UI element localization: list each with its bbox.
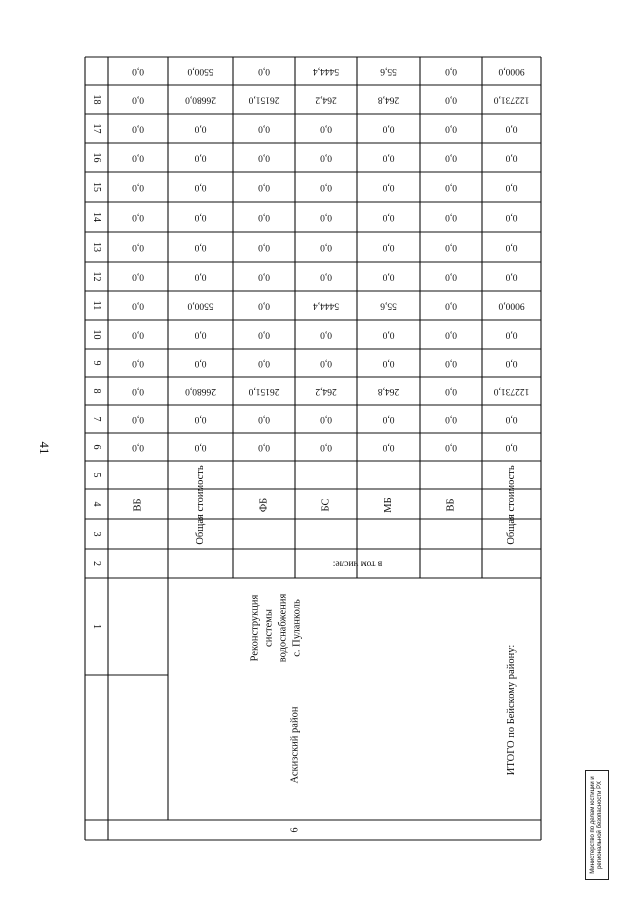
cell-value: 55,6 bbox=[380, 66, 397, 76]
cell-value: 0,0 bbox=[382, 212, 395, 222]
total-value: 0,0 bbox=[505, 414, 518, 424]
cell-value: 264,8 bbox=[377, 94, 400, 105]
cell-value: 0,0 bbox=[445, 212, 457, 222]
project-name-line: Реконструкция bbox=[249, 594, 261, 662]
cell-value: 0,0 bbox=[320, 152, 332, 163]
cell-value: 0,0 bbox=[445, 386, 457, 396]
cell-value: 0,0 bbox=[132, 358, 144, 368]
project-name-line: водоснабжения bbox=[277, 593, 289, 663]
total-value: 9000,0 bbox=[498, 66, 525, 76]
cell-value: 264,2 bbox=[315, 386, 337, 396]
cell-value: 264,2 bbox=[315, 94, 337, 105]
total-value: 0,0 bbox=[505, 358, 518, 368]
cell-value: 0,0 bbox=[320, 123, 332, 134]
total-value: 0,0 bbox=[505, 123, 518, 134]
cell-value: 0,0 bbox=[320, 271, 332, 282]
column-number: 10 bbox=[91, 329, 102, 340]
project-name-line: системы bbox=[263, 609, 275, 647]
row-label: БС bbox=[320, 498, 332, 512]
cell-value: 0,0 bbox=[382, 329, 395, 340]
cell-value: 0,0 bbox=[382, 414, 395, 424]
cell-value: 0,0 bbox=[258, 414, 270, 424]
column-number: 2 bbox=[91, 561, 102, 566]
total-value: 0,0 bbox=[505, 242, 518, 252]
page-number: 41 bbox=[37, 441, 52, 455]
cell-value: 0,0 bbox=[445, 123, 457, 134]
cell-value: 0,0 bbox=[194, 329, 207, 340]
cell-value: 0,0 bbox=[132, 442, 144, 452]
cell-value: 0,0 bbox=[445, 152, 457, 163]
cell-value: 0,0 bbox=[445, 358, 457, 368]
cell-value: 0,0 bbox=[258, 212, 270, 222]
cell-value: 0,0 bbox=[194, 212, 207, 222]
row-label: МБ bbox=[383, 497, 394, 513]
cell-value: 5500,0 bbox=[187, 66, 214, 76]
total-value: 0,0 bbox=[505, 442, 518, 452]
cell-value: 0,0 bbox=[445, 242, 457, 252]
total-value: 0,0 bbox=[505, 329, 518, 340]
cell-value: 0,0 bbox=[320, 358, 332, 368]
cell-value: 0,0 bbox=[258, 329, 270, 340]
total-value: 0,0 bbox=[505, 212, 518, 222]
cell-value: 0,0 bbox=[258, 271, 270, 282]
cell-value: 0,0 bbox=[320, 212, 332, 222]
cell-value: 0,0 bbox=[132, 414, 144, 424]
cell-value: 0,0 bbox=[320, 442, 332, 452]
row-label: ВБ bbox=[445, 498, 457, 512]
total-value: 122731,0 bbox=[493, 94, 530, 105]
cell-value: 26151,0 bbox=[248, 94, 280, 105]
cell-value: 0,0 bbox=[194, 242, 207, 252]
cell-value: 0,0 bbox=[320, 329, 332, 340]
column-number: 7 bbox=[91, 416, 102, 422]
cell-value: 0,0 bbox=[320, 182, 332, 192]
cell-value: 0,0 bbox=[194, 182, 207, 192]
total-sub-label: Общая стоимость bbox=[506, 465, 517, 545]
total-value: 9000,0 bbox=[498, 300, 525, 311]
column-number: 4 bbox=[91, 501, 102, 507]
column-number: 16 bbox=[91, 152, 102, 163]
cell-value: 0,0 bbox=[194, 271, 207, 282]
column-number: 3 bbox=[91, 531, 102, 537]
cell-value: 0,0 bbox=[132, 123, 144, 134]
cell-value: 0,0 bbox=[258, 242, 270, 252]
cell-value: 0,0 bbox=[258, 152, 270, 163]
stamp-text: Министерство по делам юстиции и региональной безопасности РХ bbox=[590, 776, 603, 874]
cell-value: 0,0 bbox=[445, 414, 457, 424]
cell-value: 0,0 bbox=[258, 182, 270, 192]
cell-value: 0,0 bbox=[132, 152, 144, 163]
cell-value: 0,0 bbox=[445, 329, 457, 340]
in-that-number-label: в том числе: bbox=[332, 558, 383, 569]
cell-value: 0,0 bbox=[132, 300, 144, 311]
cell-value: 0,0 bbox=[382, 123, 395, 134]
cell-value: 0,0 bbox=[132, 242, 144, 252]
row-label: ФБ bbox=[258, 497, 270, 513]
column-number: 6 bbox=[91, 444, 102, 450]
row-label: ВБ bbox=[132, 498, 144, 512]
cell-value: 0,0 bbox=[382, 271, 395, 282]
column-number: 18 bbox=[91, 94, 102, 105]
cell-value: 0,0 bbox=[132, 94, 144, 105]
cell-value: 0,0 bbox=[194, 414, 207, 424]
column-number: 17 bbox=[91, 123, 102, 134]
cell-value: 0,0 bbox=[132, 212, 144, 222]
cell-value: 0,0 bbox=[445, 182, 457, 192]
cell-value: 26151,0 bbox=[248, 386, 280, 396]
column-number: 12 bbox=[91, 271, 102, 282]
total-label: ИТОГО по Бейскому району: bbox=[506, 644, 517, 776]
total-value: 0,0 bbox=[505, 152, 518, 163]
cell-value: 0,0 bbox=[132, 271, 144, 282]
column-number: 5 bbox=[91, 472, 102, 478]
cell-value: 0,0 bbox=[132, 66, 144, 76]
cell-value: 0,0 bbox=[132, 329, 144, 340]
cell-value: 0,0 bbox=[320, 414, 332, 424]
cell-value: 5500,0 bbox=[187, 300, 214, 311]
cell-value: 0,0 bbox=[258, 123, 270, 134]
total-value: 0,0 bbox=[505, 271, 518, 282]
cell-value: 0,0 bbox=[132, 386, 144, 396]
cell-value: 0,0 bbox=[258, 358, 270, 368]
column-number: 15 bbox=[91, 182, 102, 192]
column-number: 9 bbox=[91, 360, 102, 366]
cell-value: 0,0 bbox=[445, 66, 457, 76]
total-value: 122731,0 bbox=[493, 386, 530, 396]
cell-value: 0,0 bbox=[445, 94, 457, 105]
cell-value: 0,0 bbox=[258, 442, 270, 452]
cell-value: 0,0 bbox=[194, 358, 207, 368]
cell-value: 0,0 bbox=[445, 442, 457, 452]
cell-value: 0,0 bbox=[258, 66, 270, 76]
cell-value: 0,0 bbox=[382, 152, 395, 163]
cell-value: 0,0 bbox=[445, 271, 457, 282]
column-number: 11 bbox=[91, 300, 102, 311]
cell-value: 0,0 bbox=[382, 242, 395, 252]
cell-value: 26680,0 bbox=[185, 386, 216, 396]
column-number: 1 bbox=[91, 624, 102, 629]
column-number: 8 bbox=[91, 388, 102, 394]
cell-value: 0,0 bbox=[445, 300, 457, 311]
ministry-stamp bbox=[585, 770, 609, 880]
cell-value: 0,0 bbox=[382, 182, 395, 192]
cell-value: 0,0 bbox=[194, 442, 207, 452]
project-name-line: с. Пуланколь bbox=[291, 599, 303, 657]
cell-value: 55,6 bbox=[380, 300, 397, 311]
column-number: 13 bbox=[91, 242, 102, 252]
cell-value: 0,0 bbox=[194, 123, 207, 134]
cell-value: 0,0 bbox=[132, 182, 144, 192]
district-name: Аскизский район bbox=[289, 706, 301, 784]
cell-value: 0,0 bbox=[258, 300, 270, 311]
cell-value: 0,0 bbox=[382, 442, 395, 452]
cell-value: 5444,4 bbox=[312, 300, 340, 311]
total-value: 0,0 bbox=[505, 182, 518, 192]
cell-value: 0,0 bbox=[194, 152, 207, 163]
cell-value: 0,0 bbox=[320, 242, 332, 252]
row-label: Общая стоимость bbox=[195, 465, 206, 545]
cell-value: 264,8 bbox=[377, 386, 400, 396]
cell-value: 0,0 bbox=[382, 358, 395, 368]
cell-value: 5444,4 bbox=[312, 66, 340, 76]
section-number: 6 bbox=[289, 827, 301, 833]
column-number: 14 bbox=[91, 212, 102, 222]
cell-value: 26680,0 bbox=[185, 94, 216, 105]
